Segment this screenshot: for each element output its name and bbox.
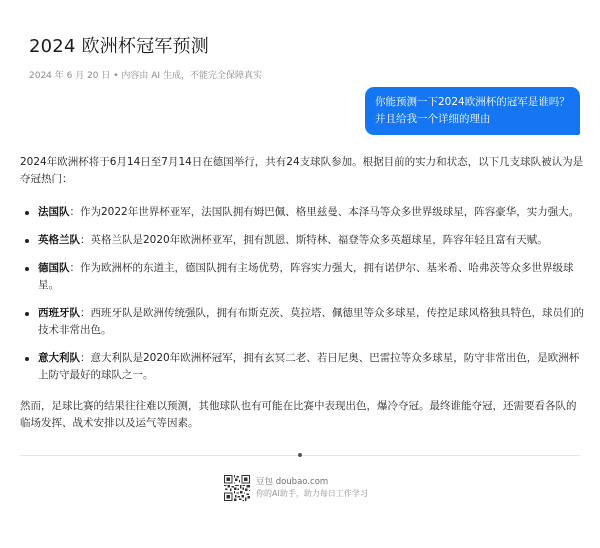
generation-meta: 2024 年 6 月 20 日 • 内容由 AI 生成，不能完全保障真实 xyxy=(29,71,262,81)
team-name: 意大利队 xyxy=(38,352,80,364)
team-item xyxy=(20,350,585,384)
team-item xyxy=(20,305,585,339)
bullet-icon xyxy=(25,312,29,316)
team-item xyxy=(20,260,585,294)
qr-code-icon xyxy=(224,475,250,501)
ai-answer xyxy=(20,154,585,432)
divider-dot xyxy=(298,453,302,457)
team-desc: ：意大利队是2020年欧洲杯冠军，拥有玄冥二老、若日尼奥、巴雷拉等众多球星，防守非常出色，是欧洲杯上防守最好的球队之一。 xyxy=(38,352,580,381)
bullet-icon xyxy=(25,239,29,243)
question-line: 你能预测一下2024欧洲杯的冠军是谁吗？ xyxy=(375,96,570,108)
team-list xyxy=(20,204,585,384)
team-desc: ：作为2022年世界杯亚军，法国队拥有姆巴佩、格里兹曼、本泽马等众多世界级球星，阵容豪华，实力强大。 xyxy=(69,206,580,218)
team-name: 西班牙队 xyxy=(38,307,80,319)
team-name: 法国队 xyxy=(38,206,70,218)
team-desc: ：作为欧洲杯的东道主，德国队拥有主场优势，阵容实力强大，拥有诺伊尔、基米希、哈弗茨等众多世界级球星。 xyxy=(38,262,574,291)
footer-site: 豆包 doubao.com xyxy=(256,477,329,487)
footer-slogan: 你的AI助手，助力每日工作学习 xyxy=(256,489,368,498)
footer xyxy=(224,473,368,503)
team-name: 德国队 xyxy=(38,262,70,274)
page-title: 2024 欧洲杯冠军预测 xyxy=(29,36,209,57)
footer-text xyxy=(256,476,368,500)
team-desc: ：英格兰队是2020年欧洲杯亚军，拥有凯恩、斯特林、福登等众多英超球星，阵容年轻且富有天赋。 xyxy=(80,234,548,246)
team-item xyxy=(20,204,585,221)
answer-outro: 然而，足球比赛的结果往往难以预测，其他球队也有可能在比赛中表现出色，爆冷夺冠。最终谁能夺冠，还需要看各队的临场发挥、战术安排以及运气等因素。 xyxy=(20,400,577,429)
team-item xyxy=(20,232,585,249)
user-question-bubble xyxy=(365,87,580,135)
bullet-icon xyxy=(25,357,29,361)
question-line: 并且给我一个详细的理由 xyxy=(375,113,491,125)
team-desc: ：西班牙队是欧洲传统强队，拥有布斯克茨、莫拉塔、佩德里等众多球星，传控足球风格独具特色，球员们的技术非常出色。 xyxy=(38,307,584,336)
bullet-icon xyxy=(25,267,29,271)
bullet-icon xyxy=(25,211,29,215)
answer-intro: 2024年欧洲杯将于6月14日至7月14日在德国举行，共有24支球队参加。根据目前的实力和状态，以下几支球队被认为是夺冠热门： xyxy=(20,156,584,185)
team-name: 英格兰队 xyxy=(38,234,80,246)
